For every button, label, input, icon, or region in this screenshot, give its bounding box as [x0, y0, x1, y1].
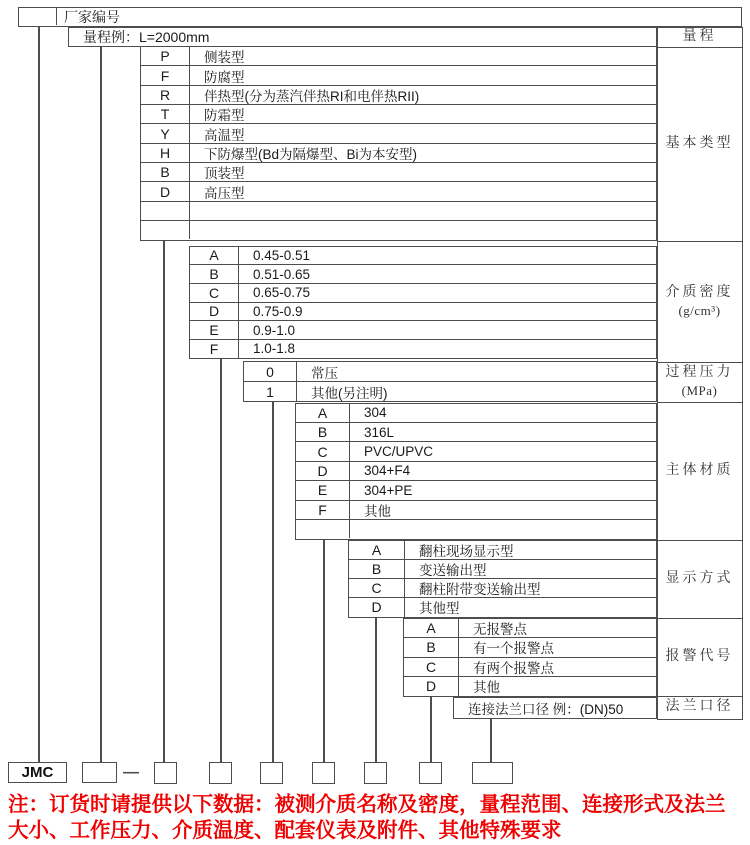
order-note-line1: 注：订货时请提供以下数据：被测介质名称及密度，量程范围、连接形式及法兰 — [8, 793, 726, 816]
table-row — [404, 637, 656, 657]
code-cell: F — [190, 340, 239, 358]
table-row — [296, 461, 656, 480]
table-row — [190, 283, 656, 302]
model-code-box-density — [209, 762, 232, 784]
model-code-box-pressure — [260, 762, 283, 784]
code-cell: 0 — [244, 362, 297, 381]
table-row — [141, 123, 656, 142]
table-row — [349, 541, 656, 559]
model-code-box-material — [312, 762, 335, 784]
code-cell: E — [190, 321, 239, 339]
connector-line — [375, 618, 377, 763]
model-code-box-basic-type — [154, 762, 177, 784]
table-row — [404, 657, 656, 677]
order-note-line2: 大小、工作压力、介质温度、配套仪表及附件、其他特殊要求 — [8, 819, 562, 842]
model-code-box-display — [364, 762, 387, 784]
desc-cell: 304+F4 — [364, 463, 411, 479]
desc-cell: 防腐型 — [204, 69, 245, 85]
desc-cell: 翻柱附带变送输出型 — [419, 582, 541, 598]
desc-cell: 常压 — [311, 365, 338, 381]
desc-cell: 伴热型(分为蒸汽伴热RI和电伴热RII) — [204, 88, 420, 104]
desc-cell — [190, 221, 656, 239]
table-row — [296, 480, 656, 499]
label-medium-density — [658, 241, 742, 362]
code-cell: E — [296, 481, 350, 499]
table-row — [244, 381, 656, 401]
connector-line — [100, 47, 102, 762]
desc-cell: 1.0-1.8 — [253, 341, 296, 357]
table-row — [244, 362, 656, 381]
table-row — [296, 519, 656, 538]
label-line2: (MPa) — [681, 383, 718, 398]
desc-cell: 防霜型 — [204, 108, 245, 124]
desc-cell: 高温型 — [204, 127, 245, 143]
desc-cell: PVC/UPVC — [364, 444, 434, 460]
desc-cell: 0.45-0.51 — [253, 247, 311, 263]
code-cell: F — [296, 501, 350, 519]
table-row — [190, 302, 656, 321]
section-flange-size — [453, 697, 657, 719]
order-note — [8, 792, 748, 844]
label-basic-type: 基本类型 — [658, 47, 742, 241]
code-cell: D — [404, 677, 459, 696]
desc-cell: 304 — [364, 405, 387, 421]
code-cell: D — [296, 462, 350, 480]
model-code-box-range — [82, 762, 117, 783]
label-range: 量程 — [682, 29, 717, 44]
table-row — [349, 578, 656, 597]
label-display-mode: 显示方式 — [658, 540, 742, 618]
code-cell: A — [190, 247, 239, 265]
table-row — [141, 143, 656, 162]
category-label-column — [657, 27, 743, 720]
code-cell: F — [141, 66, 190, 84]
code-cell: D — [190, 303, 239, 321]
desc-cell: 0.65-0.75 — [253, 285, 311, 301]
label-line1: 过程压力 — [665, 365, 734, 380]
code-cell — [296, 520, 350, 538]
code-cell: T — [141, 105, 190, 123]
section-alarm-code — [403, 618, 657, 697]
section-medium-density — [189, 246, 657, 359]
factory-number-row — [18, 7, 742, 27]
label-flange-size: 法兰口径 — [658, 696, 742, 718]
desc-cell: 316L — [364, 424, 395, 440]
table-row — [141, 181, 656, 200]
desc-cell: 其他 — [473, 680, 500, 696]
desc-cell: 连接法兰口径 例：(DN)50 — [468, 701, 624, 717]
code-cell — [141, 202, 190, 220]
table-row — [190, 247, 656, 265]
label-line1: 介质密度 — [665, 284, 734, 300]
desc-cell: 无报警点 — [473, 621, 527, 637]
code-cell: B — [190, 265, 239, 283]
table-row — [296, 441, 656, 460]
table-row — [141, 162, 656, 181]
range-example-row — [68, 27, 657, 48]
factory-number-label: 厂家编号 — [64, 9, 120, 25]
table-row — [190, 264, 656, 283]
section-body-material — [295, 403, 657, 540]
code-cell: C — [190, 284, 239, 302]
desc-cell: 侧装型 — [204, 50, 245, 66]
code-cell: R — [141, 86, 190, 104]
desc-cell — [190, 202, 656, 220]
desc-cell: 顶装型 — [204, 166, 245, 182]
label-alarm-code: 报警代号 — [658, 618, 742, 696]
desc-cell: 其他 — [364, 503, 391, 519]
desc-cell: 304+PE — [364, 482, 413, 498]
label-body-material: 主体材质 — [658, 402, 742, 540]
code-cell: A — [296, 404, 350, 422]
section-display-mode — [348, 540, 657, 618]
desc-cell: 有一个报警点 — [473, 641, 554, 657]
label-line2: (g/cm³) — [678, 302, 721, 318]
table-row — [296, 422, 656, 441]
connector-line — [490, 719, 492, 763]
table-row — [404, 619, 656, 638]
cell-divider — [56, 8, 58, 25]
table-row — [141, 220, 656, 239]
code-cell: A — [404, 619, 459, 638]
section-basic-type — [140, 46, 657, 241]
model-code-box-flange — [472, 762, 513, 784]
table-row — [141, 65, 656, 84]
code-cell: B — [296, 423, 350, 441]
table-row — [296, 404, 656, 422]
code-cell — [141, 221, 190, 239]
connector-line — [323, 540, 325, 763]
desc-cell: 0.51-0.65 — [253, 266, 311, 282]
code-cell: H — [141, 144, 190, 162]
desc-cell: 翻柱现场显示型 — [419, 543, 514, 559]
desc-cell: 其他型 — [419, 601, 460, 617]
code-cell: C — [404, 658, 459, 677]
code-cell: 1 — [244, 382, 297, 401]
desc-cell: 0.9-1.0 — [253, 322, 296, 338]
table-row — [190, 339, 656, 358]
table-row — [141, 85, 656, 104]
desc-cell: 0.75-0.9 — [253, 303, 303, 319]
table-row — [141, 201, 656, 220]
range-example-label: 量程例：L=2000mm — [83, 28, 210, 45]
connector-line — [163, 241, 165, 763]
code-cell: Y — [141, 124, 190, 142]
model-code-box-alarm — [419, 762, 442, 784]
code-cell: B — [404, 638, 459, 657]
section-process-pressure — [243, 361, 657, 402]
desc-cell: 变送输出型 — [419, 562, 487, 578]
connector-line — [220, 359, 222, 763]
table-row — [190, 320, 656, 339]
table-row — [141, 47, 656, 65]
table-row — [404, 676, 656, 696]
table-row — [141, 104, 656, 123]
label-process-pressure — [658, 362, 742, 402]
model-prefix-box: JMC — [8, 762, 67, 783]
desc-cell: 有两个报警点 — [473, 660, 554, 676]
code-cell: D — [141, 182, 190, 200]
connector-line — [430, 697, 432, 763]
table-row — [296, 500, 656, 519]
model-code-separator: — — [123, 763, 139, 781]
table-row — [349, 597, 656, 616]
desc-cell: 高压型 — [204, 185, 245, 201]
connector-line — [38, 27, 40, 763]
code-cell: P — [141, 47, 190, 65]
desc-cell — [350, 520, 656, 538]
code-cell: C — [349, 579, 405, 597]
code-cell: D — [349, 598, 405, 616]
code-cell: B — [349, 560, 405, 578]
desc-cell: 下防爆型(Bd为隔爆型、Bi为本安型) — [204, 146, 418, 162]
connector-line — [272, 402, 274, 762]
code-cell: B — [141, 163, 190, 181]
code-cell: C — [296, 442, 350, 460]
table-row — [349, 559, 656, 578]
desc-cell: 其他(另注明) — [311, 385, 388, 401]
code-cell: A — [349, 541, 405, 559]
table-row — [454, 698, 656, 718]
